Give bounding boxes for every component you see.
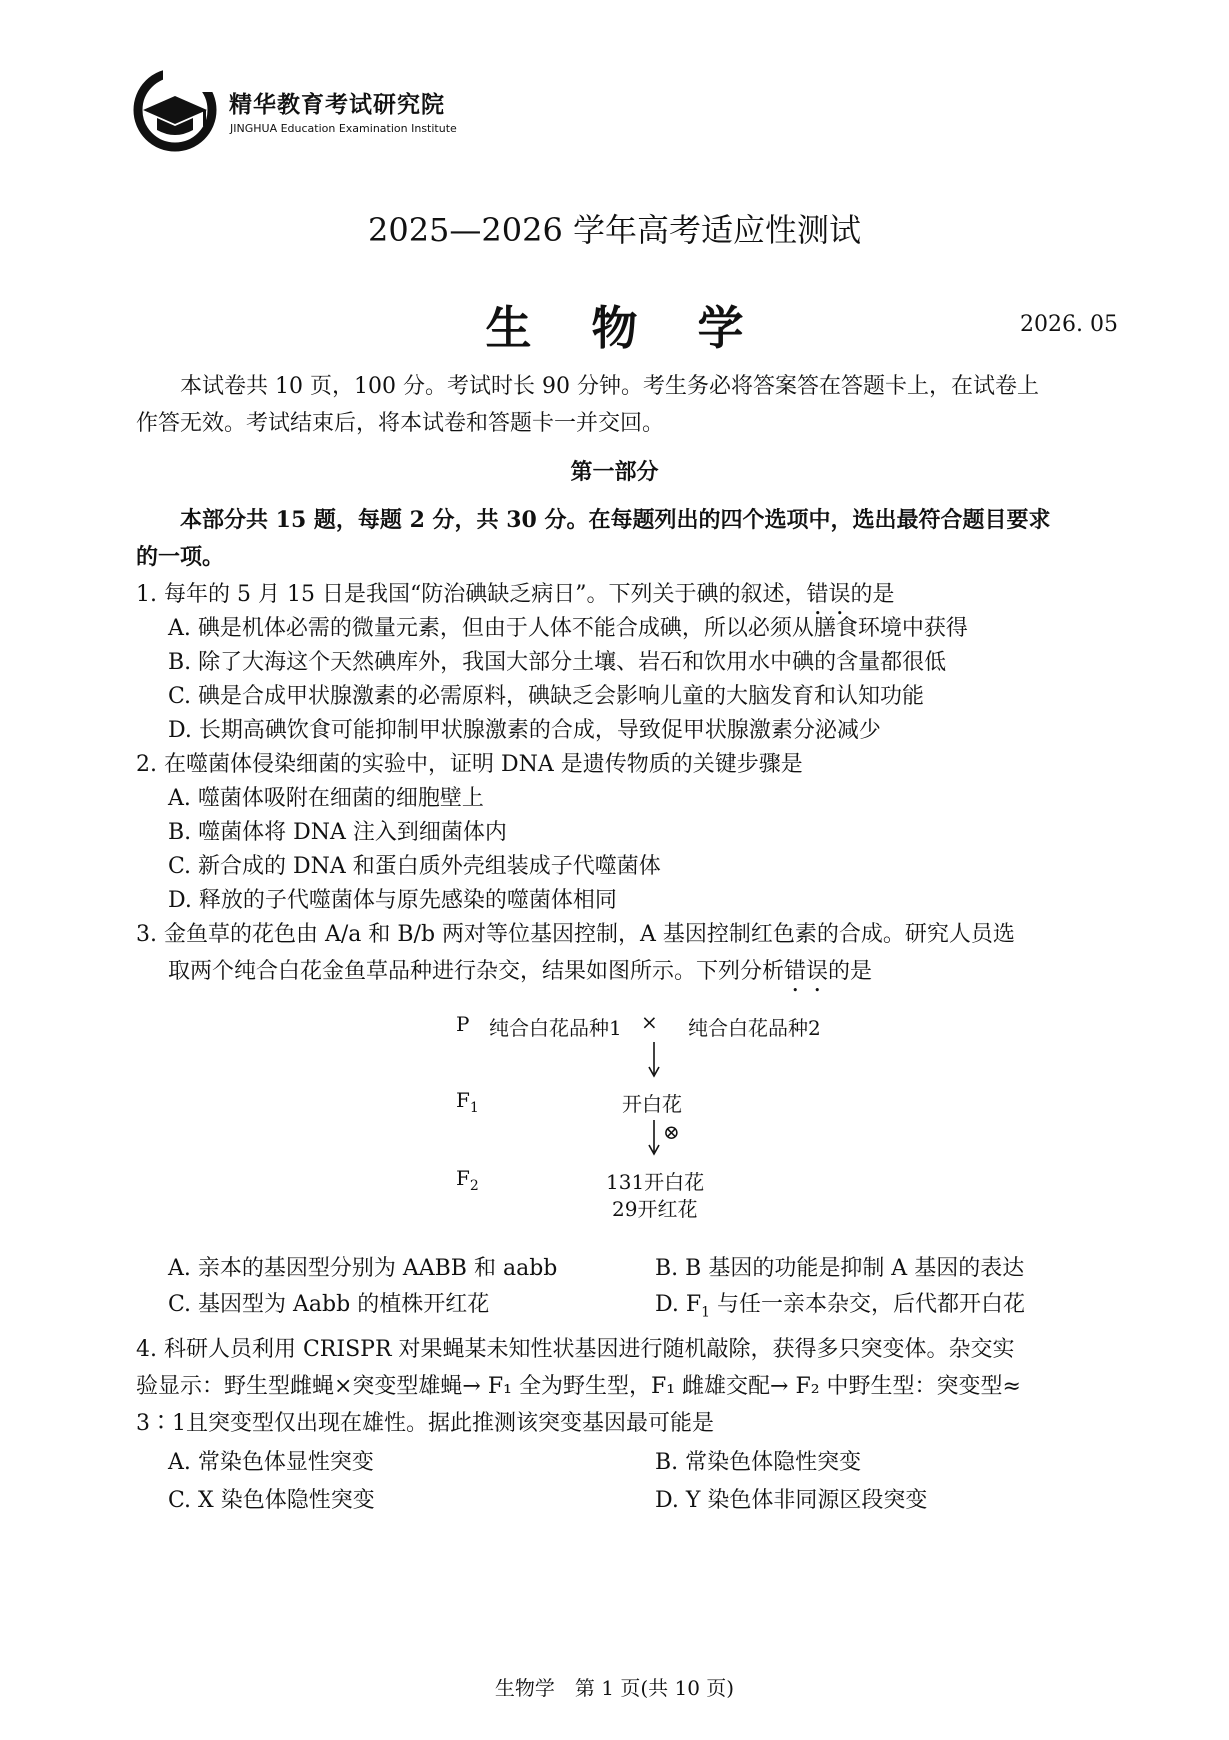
institute-logo bbox=[133, 68, 473, 158]
q4-option-c: C. X 染色体隐性突变 bbox=[168, 1488, 375, 1513]
cross-f2-label bbox=[456, 1166, 479, 1194]
exam-date: 2026. 05 bbox=[1020, 312, 1118, 337]
cross-p-label: P bbox=[456, 1012, 470, 1036]
q3-option-c: C. 基因型为 Aabb 的植株开红花 bbox=[168, 1292, 490, 1317]
question-2-stem: 2. 在噬菌体侵染细菌的实验中，证明 DNA 是遗传物质的关键步骤是 bbox=[136, 752, 803, 777]
q2-option-c: C. 新合成的 DNA 和蛋白质外壳组装成子代噬菌体 bbox=[168, 854, 661, 879]
part-desc-line-2: 的一项。 bbox=[136, 544, 225, 570]
cross-f2-phenotype-red: 29开红花 bbox=[612, 1197, 698, 1221]
q3-option-a: A. 亲本的基因型分别为 AABB 和 aabb bbox=[168, 1256, 558, 1281]
q3-d-subscript: 1 bbox=[701, 1304, 711, 1321]
f2-letter: F bbox=[456, 1166, 470, 1190]
part-desc-line-1: 本部分共 15 题，每题 2 分，共 30 分。在每题列出的四个选项中，选出最符合题目要求 bbox=[180, 507, 1051, 533]
q3-d-pre: D. F bbox=[655, 1292, 702, 1317]
question-4-line-1: 4. 科研人员利用 CRISPR 对果蝇某未知性状基因进行随机敲除，获得多只突变体。杂交实 bbox=[136, 1337, 1015, 1362]
exam-title: 2025—2026 学年高考适应性测试 bbox=[367, 211, 862, 249]
question-3-stem-line-2 bbox=[168, 953, 1138, 997]
cross-f1-label bbox=[456, 1088, 479, 1116]
q1-option-d: D. 长期高碘饮食可能抑制甲状腺激素的合成，导致促甲状腺激素分泌减少 bbox=[168, 718, 881, 743]
q1-stem-post: 的是 bbox=[850, 582, 895, 607]
graduation-cap-logo-icon bbox=[133, 68, 217, 152]
q2-option-d: D. 释放的子代噬菌体与原先感染的噬菌体相同 bbox=[168, 888, 617, 913]
f1-subscript: 1 bbox=[469, 1100, 479, 1116]
q3-d-post: 与任一亲本杂交，后代都开白花 bbox=[710, 1292, 1026, 1317]
logo-name-cn: 精华教育考试研究院 bbox=[229, 92, 445, 118]
q4-option-b: B. 常染色体隐性突变 bbox=[655, 1450, 862, 1475]
instructions-line-1: 本试卷共 10 页，100 分。考试时长 90 分钟。考生务必将答案答在答题卡上，在试卷上 bbox=[180, 374, 1039, 399]
question-4-line-3: 3∶1且突变型仅出现在雄性。据此推测该突变基因最可能是 bbox=[136, 1411, 714, 1436]
q1-option-b: B. 除了大海这个天然碘库外，我国大部分土壤、岩石和饮用水中碘的含量都很低 bbox=[168, 650, 947, 675]
q4-option-d: D. Y 染色体非同源区段突变 bbox=[655, 1488, 928, 1513]
q3-stem-pre: 取两个纯合白花金鱼草品种进行杂交，结果如图所示。下列分析 bbox=[168, 959, 785, 984]
cross-times-symbol: × bbox=[641, 1010, 658, 1034]
q4-option-a: A. 常染色体显性突变 bbox=[168, 1450, 374, 1475]
q1-option-c: C. 碘是合成甲状腺激素的必需原料，碘缺乏会影响儿童的大脑发育和认知功能 bbox=[168, 684, 925, 709]
q3-option-d bbox=[655, 1286, 1025, 1331]
q1-stem-emphasis: 错误 bbox=[806, 582, 851, 607]
subject-title: 生物学 bbox=[485, 301, 804, 355]
cross-parent-2: 纯合白花品种2 bbox=[688, 1016, 821, 1040]
q2-option-a: A. 噬菌体吸附在细菌的细胞壁上 bbox=[168, 786, 484, 811]
selfing-symbol: ⊗ bbox=[663, 1120, 680, 1144]
question-4-line-2: 验显示：野生型雌蝇×突变型雄蝇→ F₁ 全为野生型，F₁ 雌雄交配→ F₂ 中野生型：突变型≈ bbox=[136, 1374, 1021, 1399]
cross-arrow-2-icon bbox=[644, 1118, 664, 1158]
cross-f2-phenotype-white: 131开白花 bbox=[606, 1170, 705, 1194]
cross-f1-phenotype: 开白花 bbox=[622, 1092, 682, 1116]
q3-stem-post: 的是 bbox=[828, 959, 873, 984]
page-footer: 生物学 第 1 页(共 10 页) bbox=[494, 1676, 735, 1700]
cross-parent-1: 纯合白花品种1 bbox=[489, 1016, 622, 1040]
q3-option-b: B. B 基因的功能是抑制 A 基因的表达 bbox=[655, 1256, 1025, 1281]
part-title: 第一部分 bbox=[570, 459, 659, 485]
f2-subscript: 2 bbox=[469, 1178, 479, 1194]
logo-name-en: JINGHUA Education Examination Institute bbox=[230, 122, 457, 135]
q1-option-a: A. 碘是机体必需的微量元素，但由于人体不能合成碘，所以必须从膳食环境中获得 bbox=[168, 616, 968, 641]
q1-stem-pre: 1. 每年的 5 月 15 日是我国“防治碘缺乏病日”。下列关于碘的叙述， bbox=[136, 582, 807, 607]
q3-stem-emphasis: 错误 bbox=[784, 959, 829, 984]
question-3-stem-line-1: 3. 金鱼草的花色由 A/a 和 B/b 两对等位基因控制，A 基因控制红色素的合成。研究人员选 bbox=[136, 922, 1015, 947]
instructions-line-2: 作答无效。考试结束后，将本试卷和答题卡一并交回。 bbox=[136, 411, 665, 436]
q2-option-b: B. 噬菌体将 DNA 注入到细菌体内 bbox=[168, 820, 507, 845]
f1-letter: F bbox=[456, 1088, 470, 1112]
cross-arrow-1-icon bbox=[644, 1040, 664, 1080]
